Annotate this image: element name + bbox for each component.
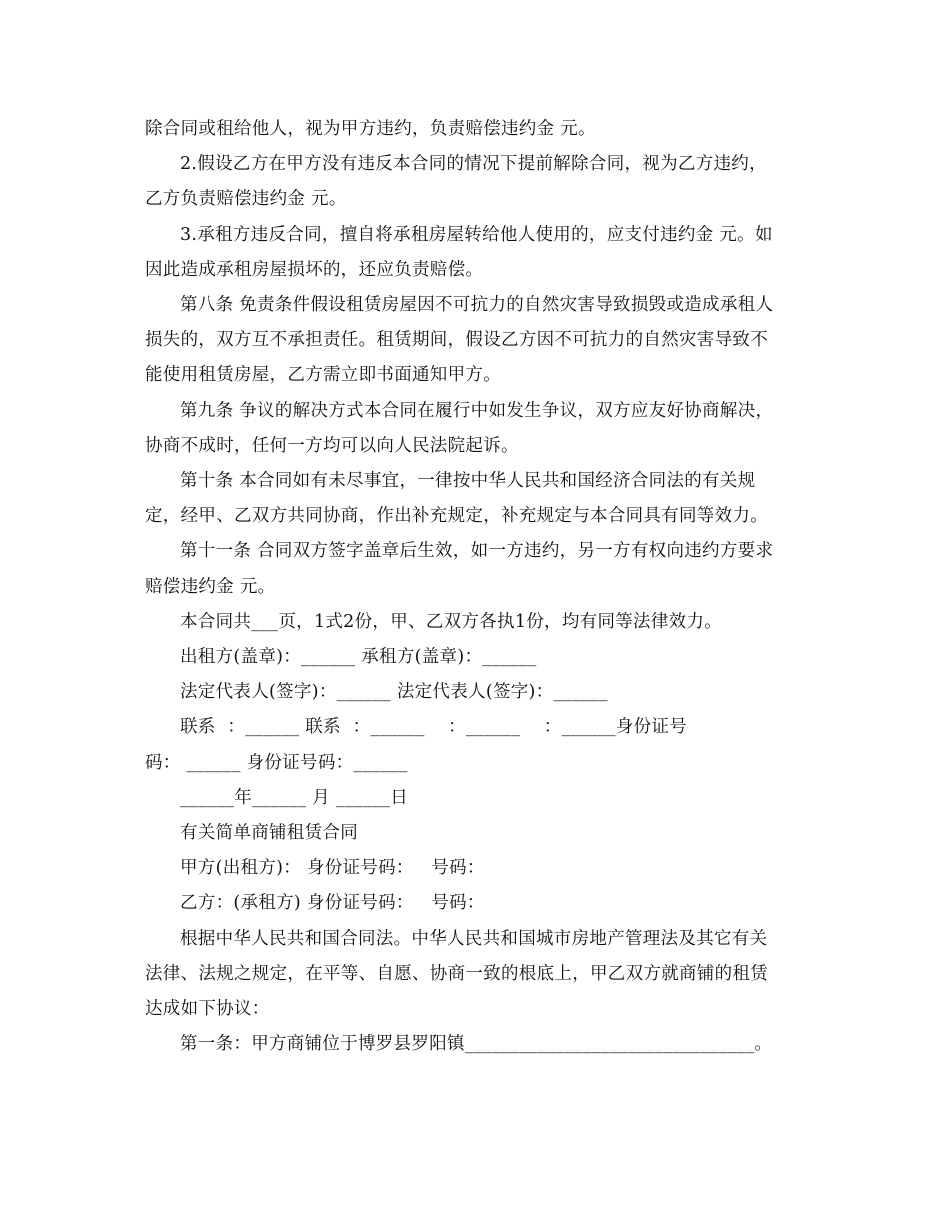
- legal-representative-line: [145, 675, 807, 710]
- text-line: 协商不成时，任何一方均可以向人民法院起诉。: [145, 435, 519, 456]
- text-line: 第一条：甲方商铺位于博罗县罗阳镇________________________________。: [180, 1034, 773, 1055]
- text-line: 3.承租方违反合同，擅自将承租房屋转给他人使用的，应支付违约金 元。如: [180, 224, 773, 245]
- text-line: 除合同或租给他人，视为甲方违约，负责赔偿违约金 元。: [145, 119, 596, 139]
- text-line: 达成如下协议：: [145, 999, 270, 1020]
- text-line: 本合同共___页，1式2份，甲、乙双方各执1份，均有同等法律效力。: [180, 611, 723, 632]
- text-line: 因此造成承租房屋损坏的，还应负责赔偿。: [145, 259, 484, 280]
- text-line: 第十一条 合同双方签字盖章后生效，如一方违约，另一方有权向违约方要求: [180, 541, 774, 562]
- text-line: 码： ______ 身份证号码：______: [145, 752, 408, 773]
- article-1-paragraph: [145, 1027, 807, 1062]
- text-line: 出租方(盖章)：______ 承租方(盖章)：______: [180, 647, 537, 668]
- date-line: [145, 781, 807, 816]
- paragraph: [145, 112, 807, 147]
- text-line: 第九条 争议的解决方式本合同在履行中如发生争议，双方应友好协商解决，: [180, 400, 774, 421]
- text-line: 甲方(出租方)： 身份证号码： 号码：: [180, 858, 485, 879]
- text-line: 乙方负责赔偿违约金 元。: [145, 189, 347, 210]
- contract-title: [145, 816, 807, 851]
- article-11-paragraph: [145, 534, 807, 604]
- party-b-line: [145, 886, 807, 921]
- article-8-paragraph: [145, 288, 807, 394]
- paragraph: [145, 218, 807, 288]
- text-line: 赔偿违约金 元。: [145, 576, 276, 597]
- text-line: 法律、法规之规定，在平等、自愿、协商一致的根底上，甲乙双方就商铺的租赁: [145, 963, 768, 984]
- copies-paragraph: [145, 605, 807, 640]
- preamble-paragraph: [145, 922, 807, 1028]
- text-line: 法定代表人(签字)：______ 法定代表人(签字)：______: [180, 682, 608, 703]
- party-a-line: [145, 851, 807, 886]
- article-9-paragraph: [145, 394, 807, 464]
- text-line: 有关简单商铺租赁合同: [180, 823, 358, 844]
- text-line: ______年______ 月 ______日: [180, 787, 409, 808]
- text-line: 联系 ：______ 联系 ：______ ：______ ：______身份证号: [180, 717, 688, 738]
- text-line: 能使用租赁房屋，乙方需立即书面通知甲方。: [145, 365, 501, 386]
- contact-id-paragraph: [145, 710, 807, 780]
- text-line: 定，经甲、乙双方共同协商，作出补充规定，补充规定与本合同具有同等效力。: [145, 506, 768, 527]
- paragraph: [145, 147, 807, 217]
- document-body: [145, 112, 807, 1062]
- text-line: 损失的，双方互不承担责任。租赁期间，假设乙方因不可抗力的自然灾害导致不: [145, 330, 768, 351]
- lessor-lessee-seal-line: [145, 640, 807, 675]
- text-line: 根据中华人民共和国合同法。中华人民共和国城市房地产管理法及其它有关: [180, 928, 768, 949]
- text-line: 乙方：(承租方) 身份证号码： 号码：: [180, 893, 485, 914]
- text-line: 第八条 免责条件假设租赁房屋因不可抗力的自然灾害导致损毁或造成承租人: [180, 295, 774, 316]
- article-10-paragraph: [145, 464, 807, 534]
- text-line: 2.假设乙方在甲方没有违反本合同的情况下提前解除合同，视为乙方违约，: [180, 154, 767, 175]
- text-line: 第十条 本合同如有未尽事宜，一律按中华人民共和国经济合同法的有关规: [180, 471, 756, 492]
